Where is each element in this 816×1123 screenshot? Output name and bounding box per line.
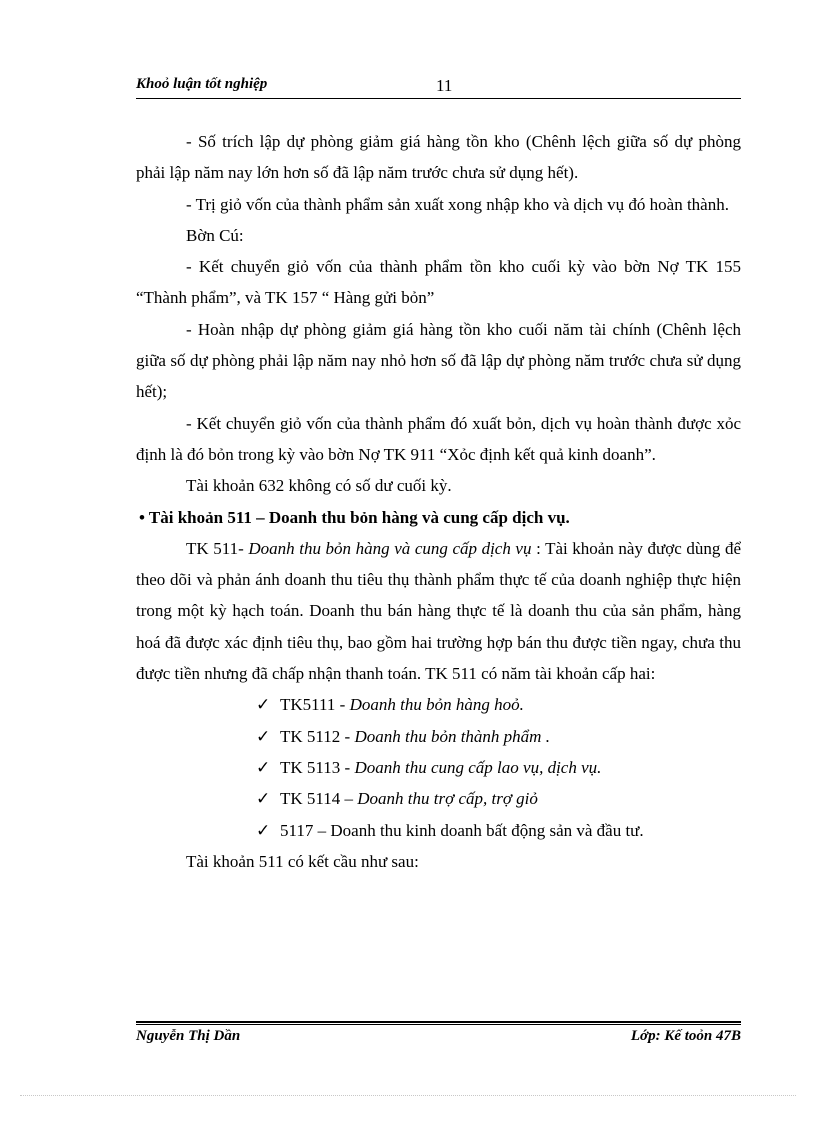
page-number: 11 (436, 76, 453, 95)
sub-account-code: 5117 – Doanh thu kinh doanh bất động sản và đầu tư. (280, 820, 644, 840)
list-item (256, 689, 741, 720)
checkmark-icon: ✓ (256, 820, 271, 840)
list-item (256, 721, 741, 752)
list-item (256, 783, 741, 814)
paragraph-transfer-inventory-cost: - Kết chuyển giỏ vốn của thành phẩm tồn kho cuối kỳ vào bờn Nợ TK 155 “Thành phẩm”, và TK 157 “ Hàng gửi bỏn” (136, 257, 741, 308)
list-item (256, 815, 741, 846)
sub-account-desc: Doanh thu trợ cấp, trợ giỏ (357, 789, 538, 809)
section-heading-account-511: • Tài khoản 511 – Doanh thu bỏn hàng và cung cấp dịch vụ. (139, 507, 570, 527)
checkmark-icon: ✓ (256, 757, 271, 777)
list-item (256, 752, 741, 783)
footer-class: Lớp: Kế toỏn 47B (630, 1028, 741, 1044)
sub-account-code: TK 5112 - (280, 726, 355, 746)
account-511-prefix: TK 511- (186, 538, 244, 558)
paragraph-structure-intro: Tài khoản 511 có kết cầu như sau: (186, 851, 419, 871)
footer-divider-thin (136, 1024, 741, 1025)
header-title: Khoỏ luận tốt nghiệp (136, 76, 268, 92)
sub-account-desc: Doanh thu bỏn hàng hoỏ. (349, 695, 524, 715)
account-511-name: Doanh thu bỏn hàng và cung cấp dịch vụ (248, 538, 532, 558)
page-header (136, 74, 741, 99)
page-content (136, 126, 741, 877)
checkmark-icon: ✓ (256, 695, 271, 715)
account-511-text: : Tài khoản này được dùng để theo dõi và phản ánh doanh thu tiêu thụ thành phẩm thực tế của doanh nghiệp thực hiện trong một kỳ hạch toán. Doanh thu bán hàng thực tế là doanh thu của sản phẩm, hàng hoá đã được xác định tiêu thụ, bao gồm hai trường hợp bán thu được tiền ngay, chưa thu được tiền nhưng đã chấp nhận thanh toán. TK 511 có năm tài khoản cấp hai: (136, 538, 742, 684)
paragraph-credit-side-label: Bờn Cú: (186, 225, 244, 245)
paragraph-provision-increase: - Số trích lập dự phòng giảm giá hàng tồn kho (Chênh lệch giữa số dự phòng phải lập năm nay lớn hơn số đã lập năm trước chưa sử dụng hết). (136, 132, 741, 183)
paragraph-account-511-description (136, 533, 741, 689)
paragraph-no-ending-balance: Tài khoản 632 không có số dư cuối kỳ. (186, 476, 452, 496)
sub-account-code: TK 5113 - (280, 757, 355, 777)
paragraph-cost-of-finished-goods: - Trị giỏ vốn của thành phẩm sản xuất xong nhập kho và dịch vụ đó hoàn thành. (186, 194, 729, 214)
page-boundary (20, 1095, 796, 1096)
sub-account-list (136, 689, 741, 845)
sub-account-desc: Doanh thu bỏn thành phẩm . (354, 726, 550, 746)
paragraph-transfer-cost-of-sales: - Kết chuyển giỏ vốn của thành phẩm đó xuất bỏn, dịch vụ hoàn thành được xỏc định là đó bỏn trong kỳ vào bờn Nợ TK 911 “Xỏc định kết quả kinh doanh”. (136, 413, 741, 464)
footer-divider (136, 1021, 741, 1023)
footer-author: Nguyễn Thị Dần (136, 1028, 241, 1044)
checkmark-icon: ✓ (256, 726, 271, 746)
sub-account-desc: Doanh thu cung cấp lao vụ, dịch vụ. (354, 757, 602, 777)
checkmark-icon: ✓ (256, 789, 271, 809)
paragraph-provision-reversal: - Hoàn nhập dự phòng giảm giá hàng tồn kho cuối năm tài chính (Chênh lệch giữa số dự phòng phải lập năm nay nhỏ hơn số đã lập dự phòng năm trước chưa sử dụng hết); (136, 319, 741, 402)
sub-account-code: TK5111 - (280, 695, 350, 715)
sub-account-code: TK 5114 – (280, 789, 358, 809)
